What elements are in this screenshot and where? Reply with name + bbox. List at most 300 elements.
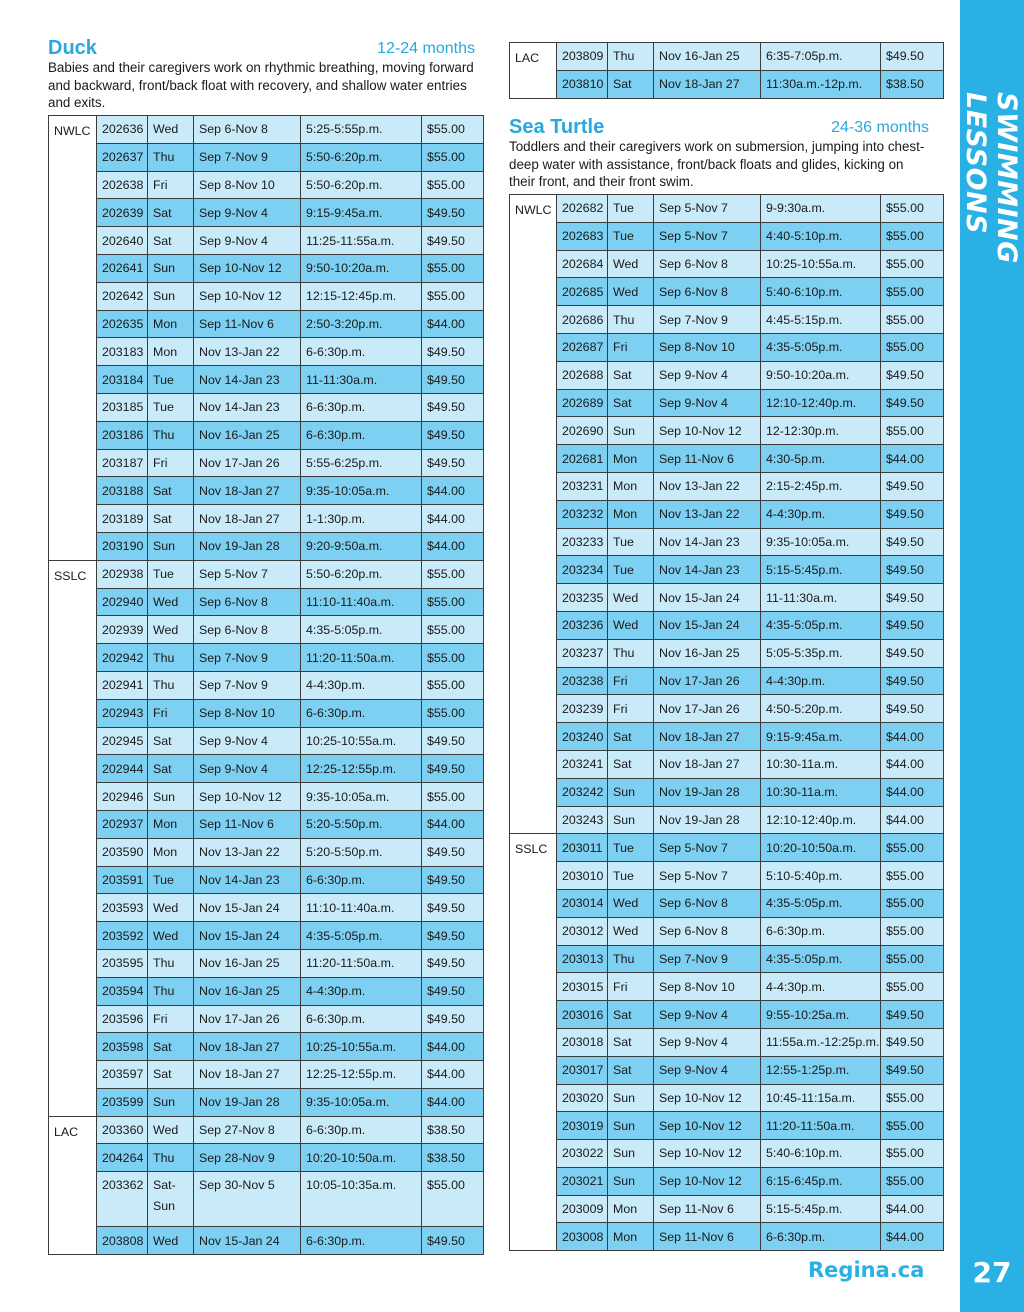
price-cell: $49.50	[422, 449, 484, 477]
course-code-cell: 203183	[97, 338, 148, 366]
day-cell: Fri	[608, 667, 654, 695]
date-range-cell: Sep 9-Nov 4	[194, 727, 301, 755]
date-range-cell: Sep 9-Nov 4	[654, 389, 761, 417]
time-cell: 1-1:30p.m.	[301, 505, 422, 533]
time-cell: 9:35-10:05a.m.	[301, 1088, 422, 1116]
date-range-cell: Nov 19-Jan 28	[654, 778, 761, 806]
day-cell: Sat	[148, 505, 194, 533]
course-code-cell: 203013	[557, 945, 608, 973]
time-cell: 10:25-10:55a.m.	[761, 250, 881, 278]
course-code-cell: 203189	[97, 505, 148, 533]
time-cell: 9:50-10:20a.m.	[761, 361, 881, 389]
date-range-cell: Nov 18-Jan 27	[654, 723, 761, 751]
location-cell	[510, 1028, 557, 1056]
day-cell: Wed	[608, 250, 654, 278]
location-cell	[49, 922, 97, 950]
course-code-cell: 203242	[557, 778, 608, 806]
time-cell: 6-6:30p.m.	[301, 1227, 422, 1255]
course-code-cell: 202686	[557, 306, 608, 334]
date-range-cell: Sep 11-Nov 6	[654, 1223, 761, 1251]
course-code-cell: 203240	[557, 723, 608, 751]
price-cell: $55.00	[422, 671, 484, 699]
schedule-row	[49, 421, 484, 449]
location-cell	[49, 1172, 97, 1227]
location-cell	[510, 639, 557, 667]
location-cell	[49, 532, 97, 560]
date-range-cell: Sep 10-Nov 12	[194, 783, 301, 811]
location-cell: SSLC	[510, 834, 557, 862]
time-cell: 2:15-2:45p.m.	[761, 472, 881, 500]
location-cell	[49, 393, 97, 421]
day-cell: Mon	[608, 500, 654, 528]
time-cell: 4:35-5:05p.m.	[301, 922, 422, 950]
course-code-cell: 202945	[97, 727, 148, 755]
schedule-row	[49, 310, 484, 338]
schedule-row	[510, 556, 944, 584]
location-cell	[49, 699, 97, 727]
time-cell: 9:15-9:45a.m.	[301, 199, 422, 227]
date-range-cell: Sep 11-Nov 6	[194, 310, 301, 338]
course-code-cell: 202944	[97, 755, 148, 783]
course-code-cell: 202943	[97, 699, 148, 727]
course-code-cell: 202642	[97, 282, 148, 310]
day-cell: Fri	[148, 449, 194, 477]
day-cell: Sun	[148, 282, 194, 310]
price-cell: $55.00	[881, 1112, 944, 1140]
date-range-cell: Sep 8-Nov 10	[194, 171, 301, 199]
date-range-cell: Sep 6-Nov 8	[654, 278, 761, 306]
location-cell	[49, 644, 97, 672]
date-range-cell: Sep 11-Nov 6	[654, 445, 761, 473]
day-cell: Thu	[148, 421, 194, 449]
location-cell	[510, 945, 557, 973]
course-code-cell: 203008	[557, 1223, 608, 1251]
course-code-cell: 203593	[97, 894, 148, 922]
location-cell	[510, 806, 557, 834]
time-cell: 5:50-6:20p.m.	[301, 560, 422, 588]
schedule-row	[510, 70, 944, 98]
time-cell: 4:40-5:10p.m.	[761, 222, 881, 250]
price-cell: $55.00	[881, 973, 944, 1001]
day-cell: Tue	[148, 393, 194, 421]
day-cell: Sat-Sun	[148, 1172, 194, 1227]
price-cell: $55.00	[881, 1084, 944, 1112]
time-cell: 11:20-11:50a.m.	[301, 949, 422, 977]
price-cell: $55.00	[422, 143, 484, 171]
date-range-cell: Sep 7-Nov 9	[654, 945, 761, 973]
location-cell: LAC	[49, 1116, 97, 1144]
price-cell: $55.00	[422, 171, 484, 199]
schedule-row	[49, 1005, 484, 1033]
course-code-cell: 203022	[557, 1140, 608, 1168]
time-cell: 9:50-10:20a.m.	[301, 254, 422, 282]
time-cell: 11:10-11:40a.m.	[301, 894, 422, 922]
day-cell: Mon	[608, 1223, 654, 1251]
time-cell: 5:50-6:20p.m.	[301, 143, 422, 171]
time-cell: 4-4:30p.m.	[761, 973, 881, 1001]
location-cell: NWLC	[510, 195, 557, 223]
date-range-cell: Sep 9-Nov 4	[194, 227, 301, 255]
date-range-cell: Sep 5-Nov 7	[654, 222, 761, 250]
date-range-cell: Sep 5-Nov 7	[194, 560, 301, 588]
course-code-cell: 203010	[557, 862, 608, 890]
date-range-cell: Nov 18-Jan 27	[654, 70, 761, 98]
day-cell: Tue	[608, 528, 654, 556]
location-cell	[510, 695, 557, 723]
schedule-row	[49, 282, 484, 310]
price-cell: $55.00	[422, 588, 484, 616]
course-code-cell: 203018	[557, 1028, 608, 1056]
time-cell: 6-6:30p.m.	[301, 393, 422, 421]
price-cell: $49.50	[422, 977, 484, 1005]
day-cell: Thu	[148, 1144, 194, 1172]
schedule-row	[510, 584, 944, 612]
duck-age-range: 12-24 months	[377, 40, 475, 57]
location-cell	[49, 254, 97, 282]
day-cell: Mon	[148, 810, 194, 838]
price-cell: $55.00	[422, 560, 484, 588]
course-code-cell: 203239	[557, 695, 608, 723]
course-code-cell: 203595	[97, 949, 148, 977]
day-cell: Fri	[148, 171, 194, 199]
day-cell: Sun	[608, 1167, 654, 1195]
course-code-cell: 202938	[97, 560, 148, 588]
schedule-row	[49, 866, 484, 894]
course-code-cell: 203590	[97, 838, 148, 866]
time-cell: 11:55a.m.-12:25p.m.	[761, 1028, 881, 1056]
price-cell: $49.50	[422, 1005, 484, 1033]
date-range-cell: Sep 6-Nov 8	[194, 116, 301, 144]
location-cell	[510, 1223, 557, 1251]
date-range-cell: Sep 10-Nov 12	[194, 254, 301, 282]
time-cell: 12:25-12:55p.m.	[301, 1061, 422, 1089]
day-cell: Sun	[148, 783, 194, 811]
schedule-row	[49, 755, 484, 783]
price-cell: $55.00	[881, 1140, 944, 1168]
date-range-cell: Nov 16-Jan 25	[194, 949, 301, 977]
date-range-cell: Sep 10-Nov 12	[194, 282, 301, 310]
date-range-cell: Sep 10-Nov 12	[654, 1140, 761, 1168]
course-code-cell: 203360	[97, 1116, 148, 1144]
price-cell: $44.00	[881, 806, 944, 834]
location-cell	[49, 810, 97, 838]
location-cell	[510, 750, 557, 778]
schedule-row	[49, 143, 484, 171]
day-cell: Sat	[148, 1061, 194, 1089]
day-cell: Thu	[608, 43, 654, 71]
day-cell: Wed	[148, 588, 194, 616]
location-cell	[49, 449, 97, 477]
time-cell: 4:35-5:05p.m.	[761, 889, 881, 917]
location-cell	[510, 250, 557, 278]
day-cell: Sat	[608, 750, 654, 778]
course-code-cell: 203241	[557, 750, 608, 778]
price-cell: $49.50	[881, 1028, 944, 1056]
date-range-cell: Nov 13-Jan 22	[194, 338, 301, 366]
day-cell: Tue	[608, 862, 654, 890]
date-range-cell: Sep 10-Nov 12	[654, 417, 761, 445]
price-cell: $49.50	[422, 366, 484, 394]
location-cell: LAC	[510, 43, 557, 71]
location-cell	[510, 1140, 557, 1168]
regina-site-link[interactable]: Regina.ca	[808, 1258, 925, 1282]
location-cell	[510, 1084, 557, 1112]
schedule-row	[510, 278, 944, 306]
price-cell: $49.50	[881, 584, 944, 612]
schedule-row	[510, 750, 944, 778]
date-range-cell: Nov 14-Jan 23	[194, 393, 301, 421]
day-cell: Mon	[608, 445, 654, 473]
time-cell: 5:05-5:35p.m.	[761, 639, 881, 667]
time-cell: 4:35-5:05p.m.	[761, 945, 881, 973]
location-cell	[49, 1144, 97, 1172]
day-cell: Wed	[148, 116, 194, 144]
day-cell: Thu	[608, 306, 654, 334]
sea-turtle-schedule-table	[509, 194, 944, 1251]
schedule-row	[510, 222, 944, 250]
time-cell: 4-4:30p.m.	[761, 500, 881, 528]
time-cell: 10:25-10:55a.m.	[301, 727, 422, 755]
location-cell	[49, 755, 97, 783]
location-cell	[510, 70, 557, 98]
course-code-cell: 203187	[97, 449, 148, 477]
course-code-cell: 202687	[557, 333, 608, 361]
price-cell: $44.00	[422, 1061, 484, 1089]
day-cell: Thu	[148, 977, 194, 1005]
schedule-row	[49, 1061, 484, 1089]
time-cell: 5:55-6:25p.m.	[301, 449, 422, 477]
schedule-row	[510, 667, 944, 695]
time-cell: 10:20-10:50a.m.	[301, 1144, 422, 1172]
schedule-row	[49, 727, 484, 755]
sea-turtle-heading	[509, 116, 929, 138]
location-cell	[49, 338, 97, 366]
location-cell	[510, 584, 557, 612]
price-cell: $55.00	[422, 699, 484, 727]
time-cell: 10:20-10:50a.m.	[761, 834, 881, 862]
time-cell: 11:25-11:55a.m.	[301, 227, 422, 255]
time-cell: 9:35-10:05a.m.	[761, 528, 881, 556]
course-code-cell: 202684	[557, 250, 608, 278]
date-range-cell: Sep 5-Nov 7	[654, 862, 761, 890]
day-cell: Wed	[148, 922, 194, 950]
date-range-cell: Nov 17-Jan 26	[194, 449, 301, 477]
time-cell: 6-6:30p.m.	[301, 421, 422, 449]
time-cell: 4:30-5p.m.	[761, 445, 881, 473]
price-cell: $55.00	[422, 254, 484, 282]
date-range-cell: Sep 7-Nov 9	[194, 644, 301, 672]
day-cell: Sun	[148, 254, 194, 282]
location-cell	[49, 199, 97, 227]
date-range-cell: Nov 17-Jan 26	[654, 695, 761, 723]
date-range-cell: Nov 15-Jan 24	[194, 922, 301, 950]
date-range-cell: Sep 27-Nov 8	[194, 1116, 301, 1144]
course-code-cell: 202942	[97, 644, 148, 672]
day-cell: Wed	[608, 889, 654, 917]
location-cell	[510, 333, 557, 361]
course-code-cell: 203184	[97, 366, 148, 394]
schedule-row	[49, 588, 484, 616]
price-cell: $49.50	[881, 667, 944, 695]
date-range-cell: Nov 17-Jan 26	[654, 667, 761, 695]
schedule-row	[49, 227, 484, 255]
schedule-row	[510, 445, 944, 473]
day-cell: Wed	[148, 894, 194, 922]
time-cell: 11:10-11:40a.m.	[301, 588, 422, 616]
location-cell	[49, 977, 97, 1005]
section-side-title: SWIMMING LESSONS	[960, 92, 1022, 264]
location-cell	[49, 421, 97, 449]
date-range-cell: Nov 18-Jan 27	[194, 505, 301, 533]
date-range-cell: Sep 10-Nov 12	[654, 1084, 761, 1112]
day-cell: Sun	[608, 1140, 654, 1168]
course-code-cell: 204264	[97, 1144, 148, 1172]
location-cell	[510, 306, 557, 334]
day-cell: Wed	[608, 584, 654, 612]
day-cell: Tue	[608, 556, 654, 584]
time-cell: 5:40-6:10p.m.	[761, 278, 881, 306]
schedule-row	[510, 1056, 944, 1084]
time-cell: 4:35-5:05p.m.	[761, 611, 881, 639]
time-cell: 12-12:30p.m.	[761, 417, 881, 445]
price-cell: $55.00	[881, 1167, 944, 1195]
time-cell: 10:45-11:15a.m.	[761, 1084, 881, 1112]
schedule-row	[49, 699, 484, 727]
day-cell: Fri	[608, 973, 654, 1001]
price-cell: $55.00	[881, 862, 944, 890]
date-range-cell: Sep 5-Nov 7	[654, 195, 761, 223]
location-cell	[510, 889, 557, 917]
schedule-row	[510, 806, 944, 834]
course-code-cell: 203019	[557, 1112, 608, 1140]
time-cell: 4-4:30p.m.	[301, 977, 422, 1005]
schedule-row	[510, 389, 944, 417]
location-cell	[49, 1061, 97, 1089]
location-cell	[510, 445, 557, 473]
schedule-row	[510, 528, 944, 556]
course-code-cell: 203011	[557, 834, 608, 862]
price-cell: $49.50	[422, 727, 484, 755]
date-range-cell: Sep 9-Nov 4	[654, 361, 761, 389]
price-cell: $49.50	[881, 556, 944, 584]
location-cell	[49, 143, 97, 171]
day-cell: Thu	[148, 143, 194, 171]
time-cell: 12:55-1:25p.m.	[761, 1056, 881, 1084]
location-cell	[510, 611, 557, 639]
price-cell: $55.00	[881, 417, 944, 445]
price-cell: $49.50	[881, 43, 944, 71]
date-range-cell: Sep 7-Nov 9	[654, 306, 761, 334]
schedule-row	[510, 500, 944, 528]
time-cell: 4-4:30p.m.	[301, 671, 422, 699]
location-cell	[49, 366, 97, 394]
day-cell: Sun	[148, 1088, 194, 1116]
course-code-cell: 203808	[97, 1227, 148, 1255]
day-cell: Sat	[148, 727, 194, 755]
price-cell: $55.00	[881, 834, 944, 862]
schedule-row	[49, 1227, 484, 1255]
course-code-cell: 202941	[97, 671, 148, 699]
price-cell: $49.50	[881, 528, 944, 556]
schedule-row	[49, 366, 484, 394]
date-range-cell: Nov 19-Jan 28	[194, 1088, 301, 1116]
location-cell	[510, 556, 557, 584]
time-cell: 4:45-5:15p.m.	[761, 306, 881, 334]
price-cell: $55.00	[881, 306, 944, 334]
date-range-cell: Nov 16-Jan 25	[654, 43, 761, 71]
price-cell: $49.50	[881, 472, 944, 500]
price-cell: $44.00	[422, 1088, 484, 1116]
course-code-cell: 203020	[557, 1084, 608, 1112]
price-cell: $44.00	[422, 532, 484, 560]
price-cell: $44.00	[881, 750, 944, 778]
location-cell	[510, 1195, 557, 1223]
day-cell: Tue	[148, 366, 194, 394]
price-cell: $49.50	[881, 1056, 944, 1084]
location-cell	[510, 389, 557, 417]
course-code-cell: 203592	[97, 922, 148, 950]
location-cell	[510, 278, 557, 306]
date-range-cell: Sep 9-Nov 4	[194, 199, 301, 227]
schedule-row	[510, 639, 944, 667]
day-cell: Tue	[608, 195, 654, 223]
price-cell: $49.50	[881, 611, 944, 639]
day-cell: Sun	[608, 778, 654, 806]
schedule-row	[49, 1116, 484, 1144]
course-code-cell: 203188	[97, 477, 148, 505]
day-cell: Fri	[608, 333, 654, 361]
course-code-cell: 203591	[97, 866, 148, 894]
price-cell: $44.00	[422, 1033, 484, 1061]
location-cell	[510, 1167, 557, 1195]
time-cell: 10:05-10:35a.m.	[301, 1172, 422, 1227]
time-cell: 6-6:30p.m.	[301, 1005, 422, 1033]
day-cell: Fri	[148, 699, 194, 727]
time-cell: 5:20-5:50p.m.	[301, 838, 422, 866]
location-cell	[510, 472, 557, 500]
price-cell: $49.50	[422, 227, 484, 255]
date-range-cell: Sep 6-Nov 8	[194, 616, 301, 644]
course-code-cell: 202681	[557, 445, 608, 473]
schedule-row	[510, 417, 944, 445]
day-cell: Sat	[608, 1001, 654, 1029]
date-range-cell: Sep 30-Nov 5	[194, 1172, 301, 1227]
price-cell: $49.50	[422, 755, 484, 783]
price-cell: $55.00	[881, 889, 944, 917]
course-code-cell: 203015	[557, 973, 608, 1001]
schedule-row	[49, 977, 484, 1005]
course-code-cell: 202689	[557, 389, 608, 417]
date-range-cell: Nov 18-Jan 27	[194, 477, 301, 505]
course-code-cell: 203598	[97, 1033, 148, 1061]
price-cell: $49.50	[881, 361, 944, 389]
course-code-cell: 203185	[97, 393, 148, 421]
course-code-cell: 203233	[557, 528, 608, 556]
price-cell: $44.00	[881, 445, 944, 473]
time-cell: 11-11:30a.m.	[761, 584, 881, 612]
course-code-cell: 203596	[97, 1005, 148, 1033]
day-cell: Mon	[148, 838, 194, 866]
price-cell: $49.50	[422, 338, 484, 366]
location-cell	[49, 1033, 97, 1061]
schedule-row	[49, 616, 484, 644]
course-code-cell: 203016	[557, 1001, 608, 1029]
schedule-row	[49, 810, 484, 838]
price-cell: $44.00	[881, 778, 944, 806]
date-range-cell: Nov 13-Jan 22	[654, 500, 761, 528]
location-cell	[49, 171, 97, 199]
day-cell: Sun	[608, 806, 654, 834]
